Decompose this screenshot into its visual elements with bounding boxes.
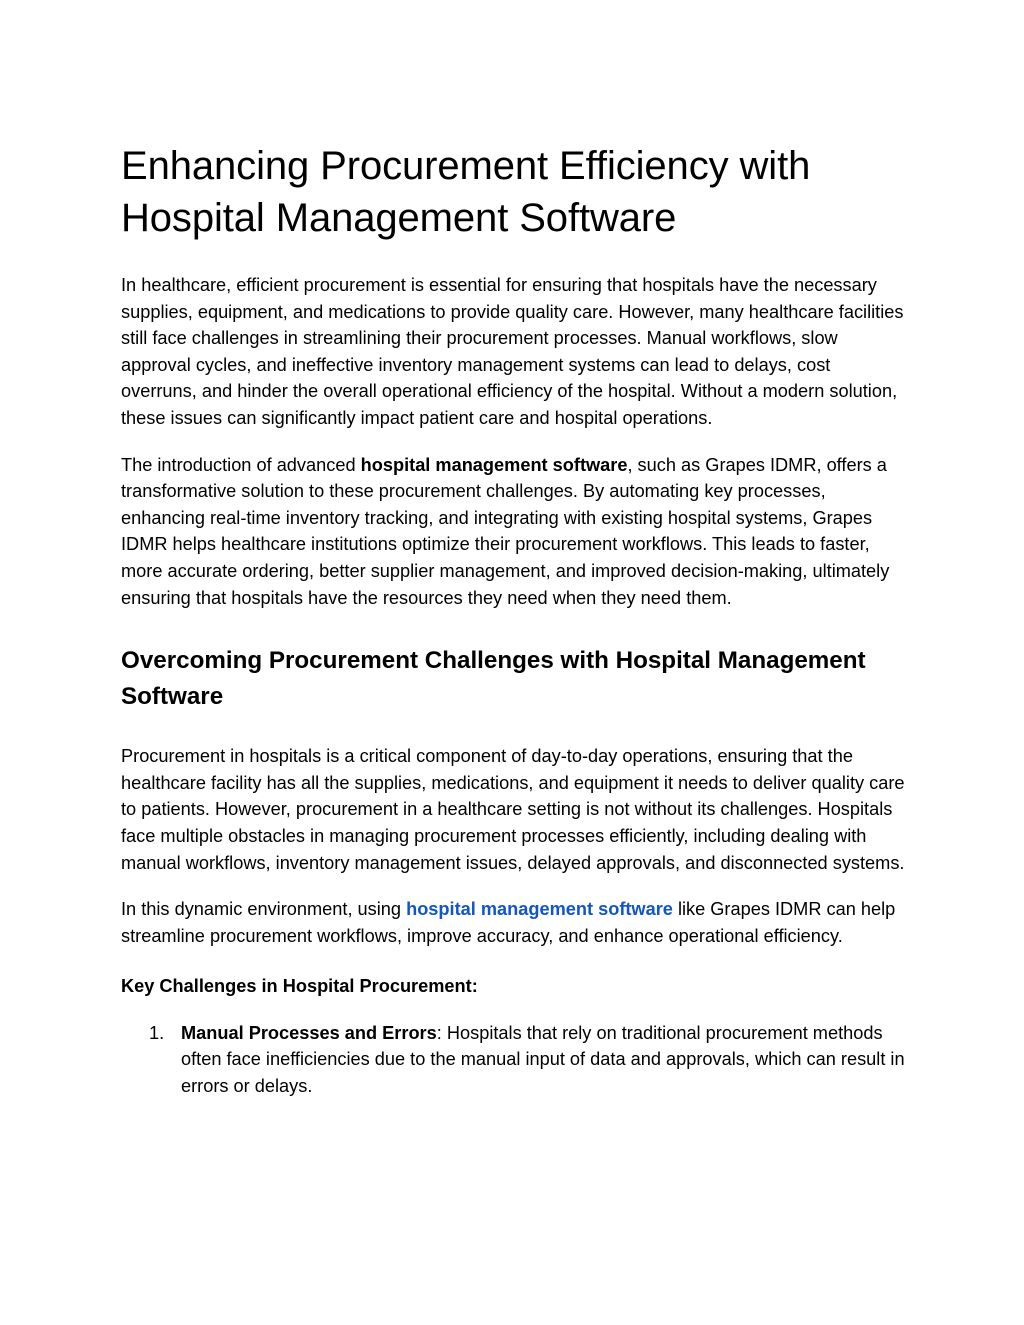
- key-challenges-subheading: Key Challenges in Hospital Procurement:: [121, 976, 478, 997]
- list-item-bold-title: Manual Processes and Errors: [181, 1022, 437, 1043]
- intro-paragraph: In healthcare, efficient procurement is essential for ensuring that hospitals have the necessary supplies, equipment, and medications to provide quality care. However, many healthcare facilities still face challenges in streamlining their procurement processes. Manual workflows, slow approval cycles, and ineffective inventory management systems can lead to delays, cost overruns, and hinder the overall operational efficiency of the hospital. Without a modern solution, these issues can significantly impact patient care and hospital operations.: [121, 275, 904, 428]
- list-item-text: : Hospitals that rely on traditional procurement methods often face inefficiencies due to the manual input of data and approvals, which can result in errors or delays.: [181, 1022, 905, 1097]
- page-title: Enhancing Procurement Efficiency with Hospital Management Software: [121, 144, 811, 240]
- second-paragraph-bold-term: hospital management software: [360, 454, 628, 475]
- hospital-management-software-link[interactable]: hospital management software: [406, 899, 673, 920]
- second-paragraph-text-before: The introduction of advanced: [121, 454, 361, 475]
- second-paragraph-text-after: , such as Grapes IDMR, offers a transformative solution to these procurement challenges. By automating key processes, enhancing real-time inventory tracking, and integrating with existing hospital systems, Grapes IDMR helps healthcare institutions optimize their procurement workflows. This leads to faster, more accurate ordering, better supplier management, and improved decision-making, ultimately ensuring that hospitals have the resources they need when they need them.: [121, 454, 890, 608]
- document-content: [121, 140, 906, 1100]
- link-paragraph-text-before: In this dynamic environment, using: [121, 899, 407, 920]
- second-paragraph: [121, 452, 906, 612]
- list-item-number: 1.: [149, 1022, 165, 1043]
- section-heading: Overcoming Procurement Challenges with Hospital Management Software: [121, 647, 866, 711]
- link-paragraph-text-after: like Grapes IDMR can help streamline procurement workflows, improve accuracy, and enhance operational efficiency.: [121, 899, 896, 946]
- section-paragraph: Procurement in hospitals is a critical component of day-to-day operations, ensuring that the healthcare facility has all the supplies, medications, and equipment it needs to deliver quality care to patients. However, procurement in a healthcare setting is not without its challenges. Hospitals face multiple obstacles in managing procurement processes efficiently, including dealing with manual workflows, inventory management issues, delayed approvals, and disconnected systems.: [121, 746, 905, 873]
- challenges-list: [121, 1020, 906, 1100]
- link-paragraph: [121, 896, 906, 949]
- list-item: [121, 1020, 906, 1100]
